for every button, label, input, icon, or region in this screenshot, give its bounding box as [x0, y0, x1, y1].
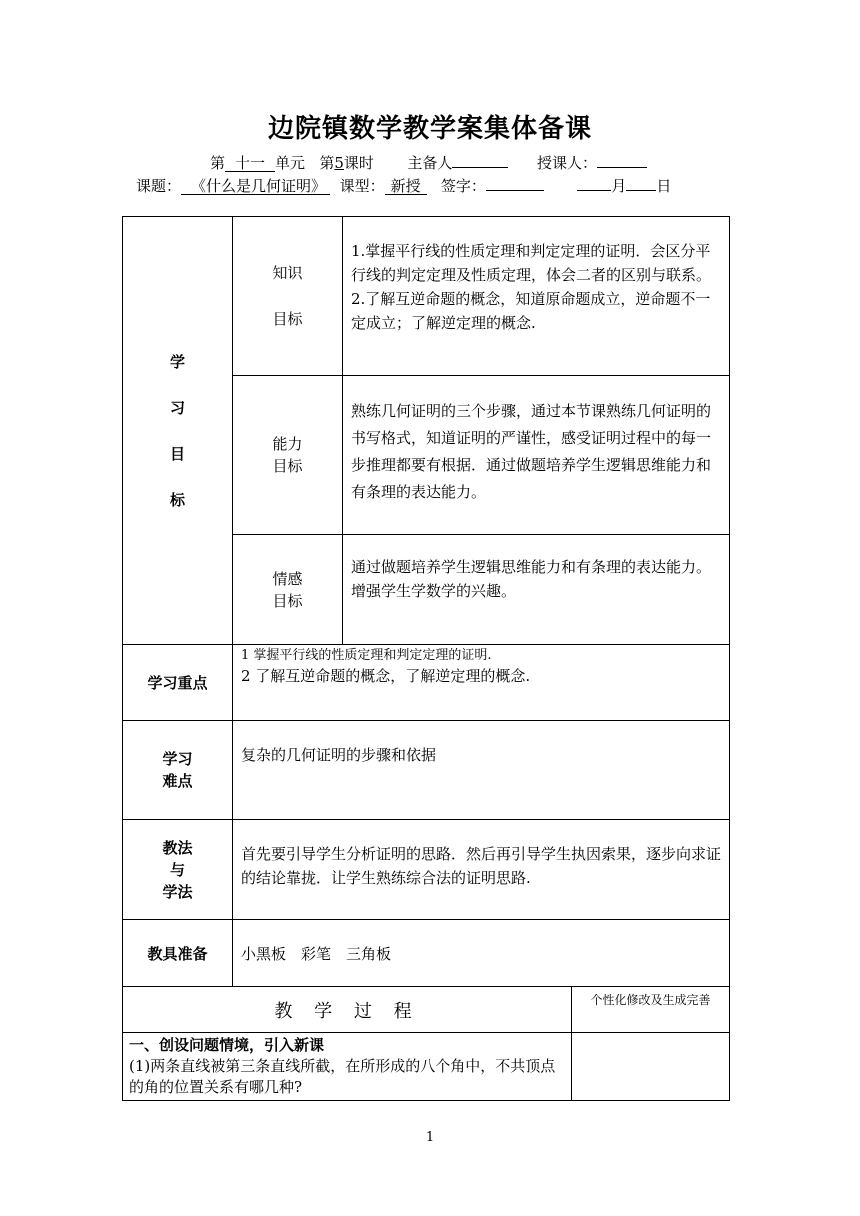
objectives-header: 学 习 目 标 [123, 217, 233, 645]
di-label: 第 [210, 154, 226, 172]
emotion-objective-label: 情感 目标 [233, 535, 343, 645]
difficulties-text: 复杂的几何证明的步骤和依据 [233, 721, 730, 820]
section-1-text: (1)两条直线被第三条直线所截，在所形成的八个角中，不共顶点的角的位置关系有哪几种? [129, 1057, 556, 1096]
process-header: 教 学 过 程 [123, 987, 572, 1033]
teacher-label: 授课人： [536, 154, 597, 172]
emotion-objective-text: 通过做题培养学生逻辑思维能力和有条理的表达能力。增强学生学数学的兴趣。 [343, 535, 730, 645]
topic-info-line [136, 175, 671, 196]
section-1-title: 一、创设问题情境，引入新课 [129, 1036, 325, 1054]
sign-blank [486, 176, 544, 191]
unit-number: 十一 [225, 155, 275, 172]
knowledge-objective-text: 1.掌握平行线的性质定理和判定定理的证明．会区分平行线的判定定理及性质定理，体会二者的区别与联系。 2.了解互逆命题的概念，知道原命题成立，逆命题不一定成立；了解逆定理的概念. [343, 217, 730, 376]
day-blank [626, 176, 656, 191]
process-section-1 [123, 1033, 572, 1101]
type-value: 新授 [385, 178, 427, 195]
teacher-blank [597, 153, 647, 168]
methods-label: 教法 与 学法 [123, 820, 233, 920]
preparer-label: 主备人 [407, 154, 453, 172]
sign-label: 签字： [440, 177, 486, 195]
difficulties-label: 学习 难点 [123, 721, 233, 820]
side-note-header: 个性化修改及生成完善 [572, 987, 730, 1033]
page-title: 边院镇数学教学案集体备课 [267, 114, 592, 144]
key-points-text: 1 掌握平行线的性质定理和判定定理的证明. 2 了解互逆命题的概念，了解逆定理的概念. [233, 645, 730, 721]
lesson-plan-table [122, 216, 730, 1101]
topic-label: 课题： [136, 177, 182, 195]
preparer-blank [452, 153, 508, 168]
lesson-info-line [210, 152, 647, 173]
lesson-suffix: 课时 [343, 154, 374, 172]
tools-text: 小黑板 彩笔 三角板 [233, 920, 730, 987]
topic-value: 《什么是几何证明》 [181, 178, 330, 195]
lesson-prefix: 第 [319, 154, 335, 172]
lesson-number: 5 [334, 154, 344, 172]
month-label: 月 [611, 177, 627, 195]
key-points-label: 学习重点 [123, 645, 233, 721]
type-label: 课型： [339, 177, 385, 195]
tools-label: 教具准备 [123, 920, 233, 987]
side-note-cell [572, 1033, 730, 1101]
methods-text: 首先要引导学生分析证明的思路．然后再引导学生执因索果，逐步向求证的结论靠拢．让学生熟练综合法的证明思路. [233, 820, 730, 920]
page-number: 1 [425, 1130, 435, 1145]
ability-objective-text: 熟练几何证明的三个步骤，通过本节课熟练几何证明的书写格式，知道证明的严谨性，感受证明过程中的每一步推理都要有根据．通过做题培养学生逻辑思维能力和有条理的表达能力。 [343, 376, 730, 535]
knowledge-objective-label: 知识 目标 [233, 217, 343, 376]
month-blank [577, 176, 611, 191]
day-label: 日 [656, 177, 672, 195]
unit-label: 单元 [275, 154, 306, 172]
ability-objective-label: 能力 目标 [233, 376, 343, 535]
